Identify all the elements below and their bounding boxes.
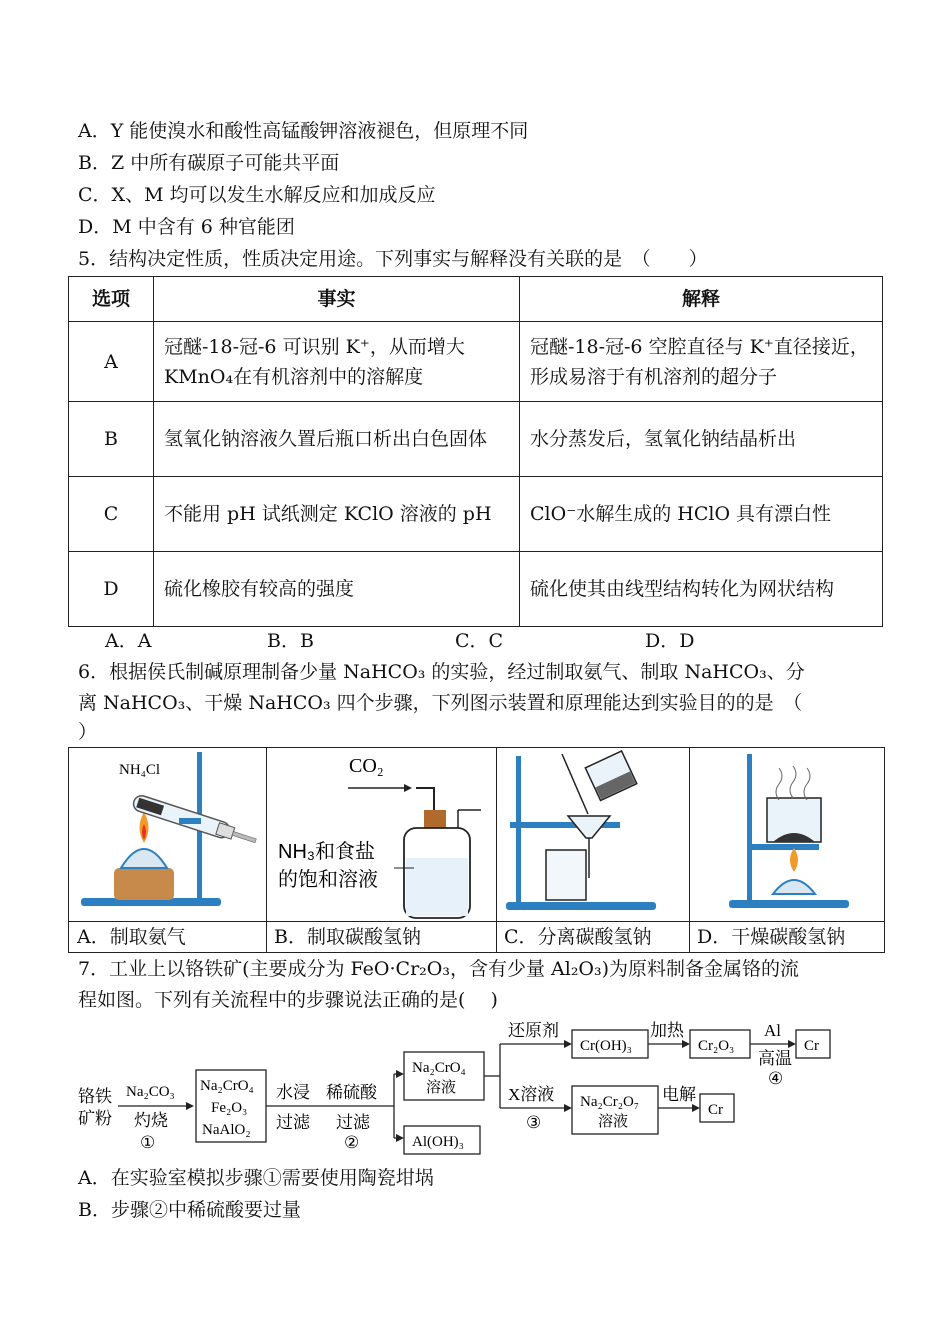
filter1-label: 过滤 xyxy=(276,1113,310,1132)
solution-label-line1: NH₃和食盐 xyxy=(278,841,376,863)
row-option: B xyxy=(69,402,154,477)
q4-option-d: D．M 中含有 6 种官能团 xyxy=(78,216,295,238)
q5-answer-b: B．B xyxy=(267,630,314,652)
q7-stem-line1: 7．工业上以铬铁矿(主要成分为 FeO·Cr₂O₃，含有少量 Al₂O₃)为原料制备金属铬的流 xyxy=(78,958,800,980)
apparatus-a xyxy=(69,748,267,952)
table-row xyxy=(69,402,883,477)
na2co3-label: Na₂CO₃ xyxy=(126,1084,175,1100)
box3-line2: 溶液 xyxy=(598,1114,629,1130)
row-explanation: 硫化使其由线型结构转化为网状结构 xyxy=(520,552,883,627)
solution-label-line2: 的饱和溶液 xyxy=(278,869,378,891)
heat-label: 加热 xyxy=(650,1021,684,1040)
row-fact: 硫化橡胶有较高的强度 xyxy=(154,552,520,627)
electrolysis-label: 电解 xyxy=(662,1085,696,1104)
q5-answer-d: D．D xyxy=(645,630,695,652)
co2-label: CO₂ xyxy=(349,755,384,777)
q4-option-b: B．Z 中所有碳原子可能共平面 xyxy=(78,152,340,174)
bicarbonate-apparatus-illustration xyxy=(266,748,496,922)
cr2o3-box: Cr₂O₃ xyxy=(698,1038,735,1054)
header-explanation: 解释 xyxy=(520,277,883,322)
row-option: D xyxy=(69,552,154,627)
drying-apparatus-illustration xyxy=(689,748,884,922)
caption-c: C．分离碳酸氢钠 xyxy=(496,921,689,952)
q4-option-c: C．X、M 均可以发生水解反应和加成反应 xyxy=(78,184,436,206)
q7-stem-line2: 程如图。下列有关流程中的步骤说法正确的是( ) xyxy=(78,989,498,1011)
caption-d: D．干燥碳酸氢钠 xyxy=(689,921,884,952)
cr-box-2: Cr xyxy=(708,1102,723,1118)
al-label: Al xyxy=(764,1021,781,1040)
apparatus-d xyxy=(689,748,884,952)
box1-line3: NaAlO₂ xyxy=(202,1122,251,1138)
aloh3-box: Al(OH)₃ xyxy=(412,1134,464,1150)
box2-line2: 溶液 xyxy=(426,1080,457,1096)
q5-stem: 5．结构决定性质，性质决定用途。下列事实与解释没有关联的是 （ ） xyxy=(78,248,708,270)
q7-option-b: B．步骤②中稀硫酸要过量 xyxy=(78,1199,301,1221)
box3-line1: Na₂Cr₂O₇ xyxy=(580,1094,640,1110)
header-fact: 事实 xyxy=(154,277,520,322)
apparatus-c xyxy=(496,748,690,952)
row-explanation: 水分蒸发后，氢氧化钠结晶析出 xyxy=(520,402,883,477)
step2-marker: ② xyxy=(344,1133,360,1152)
x-solution-label: X溶液 xyxy=(508,1085,555,1104)
row-explanation: ClO⁻水解生成的 HClO 具有漂白性 xyxy=(520,477,883,552)
row-option: A xyxy=(69,322,154,402)
row-fact: 冠醚-18-冠-6 可识别 K⁺，从而增大 KMnO₄在有机溶剂中的溶解度 xyxy=(154,322,520,402)
step3-marker: ③ xyxy=(526,1113,542,1132)
q5-answer-a: A．A xyxy=(105,630,152,652)
table-row xyxy=(69,552,883,627)
q4-option-a: A．Y 能使溴水和酸性高锰酸钾溶液褪色，但原理不同 xyxy=(78,120,529,142)
table-row xyxy=(69,322,883,402)
header-option: 选项 xyxy=(69,277,154,322)
start-label-line2: 矿粉 xyxy=(78,1109,112,1128)
caption-a: A．制取氨气 xyxy=(69,921,266,952)
filtration-apparatus-illustration xyxy=(496,748,689,922)
q5-table xyxy=(68,276,883,627)
q6-apparatus-panel xyxy=(68,747,885,953)
row-option: C xyxy=(69,477,154,552)
nh4cl-label: NH₄Cl xyxy=(119,762,161,778)
box2-line1: Na₂CrO₄ xyxy=(412,1060,466,1076)
table-header-row xyxy=(69,277,883,322)
caption-b: B．制取碳酸氢钠 xyxy=(266,921,496,952)
q6-stem-line3: ） xyxy=(78,721,98,743)
q6-stem-line1: 6．根据侯氏制碱原理制备少量 NaHCO₃ 的实验，经过制取氨气、制取 NaHCO₃、分 xyxy=(78,661,805,683)
row-explanation: 冠醚-18-冠-6 空腔直径与 K⁺直径接近，形成易溶于有机溶剂的超分子 xyxy=(520,322,883,402)
q6-stem-line2: 离 NaHCO₃、干燥 NaHCO₃ 四个步骤，下列图示装置和原理能达到实验目的的是 （ xyxy=(78,692,803,714)
roast-label: 灼烧 xyxy=(134,1111,168,1130)
box1-line1: Na₂CrO₄ xyxy=(200,1078,254,1094)
water-leach-label: 水浸 xyxy=(276,1083,310,1102)
box1-line2: Fe₂O₃ xyxy=(211,1100,248,1116)
apparatus-b xyxy=(266,748,497,952)
row-fact: 氢氧化钠溶液久置后瓶口析出白色固体 xyxy=(154,402,520,477)
cr-box-1: Cr xyxy=(804,1038,819,1054)
ammonia-apparatus-illustration xyxy=(69,748,266,922)
step1-marker: ① xyxy=(140,1133,156,1152)
reductant-label: 还原剂 xyxy=(508,1021,559,1040)
q5-answer-c: C．C xyxy=(455,630,504,652)
start-label-line1: 铬铁 xyxy=(78,1087,112,1106)
high-temp-label: 高温 xyxy=(758,1049,792,1068)
croh3-box: Cr(OH)₃ xyxy=(580,1038,632,1054)
q7-option-a: A．在实验室模拟步骤①需要使用陶瓷坩埚 xyxy=(78,1167,434,1189)
table-row xyxy=(69,477,883,552)
filter2-label: 过滤 xyxy=(336,1113,370,1132)
row-fact: 不能用 pH 试纸测定 KClO 溶液的 pH xyxy=(154,477,520,552)
acid-label: 稀硫酸 xyxy=(326,1083,377,1102)
step4-marker: ④ xyxy=(768,1069,784,1088)
q7-flowchart xyxy=(68,1016,848,1166)
